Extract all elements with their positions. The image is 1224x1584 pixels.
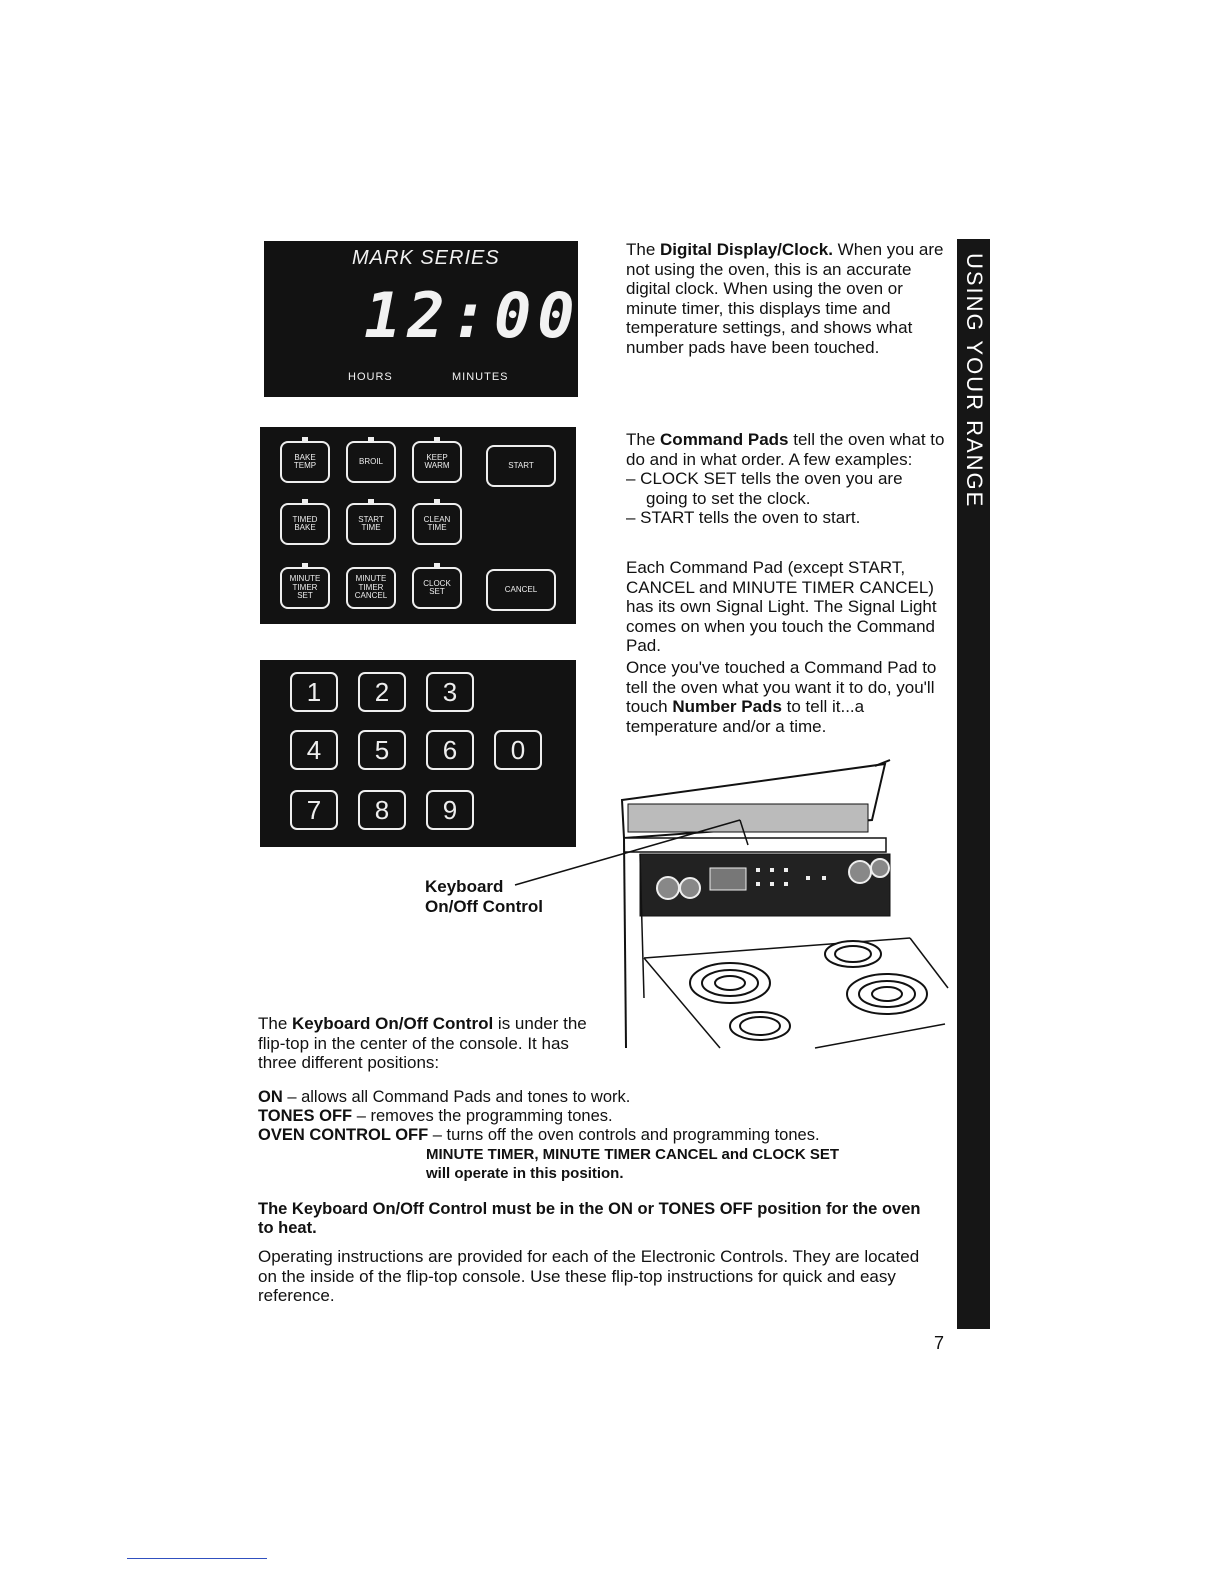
keyboard-positions-list: ON – allows all Command Pads and tones to work. TONES OFF – removes the programming tones. OVEN CONTROL OFF – turns off the oven controls and programming tones. MINUTE TIMER, MINUTE TIMER CANCEL and CLOCK SET will operate in this position.	[258, 1088, 958, 1183]
clean-time-pad[interactable]: CLEAN TIME	[412, 503, 462, 545]
position-on: ON – allows all Command Pads and tones to work.	[258, 1088, 631, 1106]
keyboard-control-description: The Keyboard On/Off Control is under the flip-top in the center of the console. It has three different positions:	[258, 1014, 587, 1072]
example-clock-set: – CLOCK SET tells the oven you are	[626, 469, 903, 488]
number-pad-2[interactable]: 2	[358, 672, 406, 712]
timed-bake-pad[interactable]: TIMED BAKE	[280, 503, 330, 545]
clock-set-pad[interactable]: CLOCK SET	[412, 567, 462, 609]
digital-display-description: The Digital Display/Clock. When you are not using the oven, this is an accurate digital clock. When using the oven or minute timer, this displays time and temperature settings, and shows what number pads have been touched.	[626, 240, 944, 357]
digital-display-panel	[264, 241, 581, 397]
number-pad-5[interactable]: 5	[358, 730, 406, 770]
cancel-pad[interactable]: CANCEL	[486, 569, 556, 611]
position-tones-off: TONES OFF – removes the programming tones.	[258, 1107, 613, 1125]
hours-label: HOURS	[348, 371, 393, 383]
signal-light-description: Each Command Pad (except START, CANCEL and MINUTE TIMER CANCEL) has its own Signal Light. The Signal Light comes on when you touch the Command Pad.	[626, 558, 937, 655]
bake-temp-pad[interactable]: BAKE TEMP	[280, 441, 330, 483]
number-pad-6[interactable]: 6	[426, 730, 474, 770]
example-start: – START tells the oven to start.	[626, 508, 861, 527]
minute-timer-cancel-pad[interactable]: MINUTE TIMER CANCEL	[346, 567, 396, 609]
keyboard-leader-line	[510, 800, 770, 900]
start-time-pad[interactable]: START TIME	[346, 503, 396, 545]
keyboard-control-label: Keyboard On/Off Control	[425, 877, 544, 916]
number-pads-description: Once you've touched a Command Pad to tell the oven what you want it to do, you'll touch Number Pads to tell it...a temperature and/or a time.	[626, 658, 937, 736]
number-pad-0[interactable]: 0	[494, 730, 542, 770]
number-pad-4[interactable]: 4	[290, 730, 338, 770]
minutes-label: MINUTES	[452, 371, 509, 383]
number-pad-9[interactable]: 9	[426, 790, 474, 830]
keep-warm-pad[interactable]: KEEP WARM	[412, 441, 462, 483]
operating-instructions-note: Operating instructions are provided for each of the Electronic Controls. They are located on the inside of the flip-top console. Use these flip-top instructions for quick and easy reference.	[258, 1247, 920, 1305]
minute-timer-set-pad[interactable]: MINUTE TIMER SET	[280, 567, 330, 609]
start-pad[interactable]: START	[486, 445, 556, 487]
section-title: USING YOUR RANGE	[962, 253, 987, 509]
number-pad-8[interactable]: 8	[358, 790, 406, 830]
number-pad-1[interactable]: 1	[290, 672, 338, 712]
position-oven-control-off: OVEN CONTROL OFF – turns off the oven controls and programming tones.	[258, 1126, 820, 1144]
command-pads-description: The Command Pads tell the oven what to do and in what order. A few examples: – CLOCK SET tells the oven you are going to set the clock. – START tells the oven to start.	[626, 430, 945, 527]
number-pad-3[interactable]: 3	[426, 672, 474, 712]
series-label: MARK SERIES	[352, 247, 500, 269]
clock-readout: 12:00	[364, 279, 581, 352]
broil-pad[interactable]: BROIL	[346, 441, 396, 483]
heat-requirement-note: The Keyboard On/Off Control must be in the ON or TONES OFF position for the oven to heat.	[258, 1200, 921, 1237]
section-side-tab	[957, 239, 990, 1329]
command-pads-panel	[260, 427, 576, 624]
page-number: 7	[934, 1333, 945, 1353]
footer-rule	[127, 1558, 267, 1559]
number-pad-7[interactable]: 7	[290, 790, 338, 830]
